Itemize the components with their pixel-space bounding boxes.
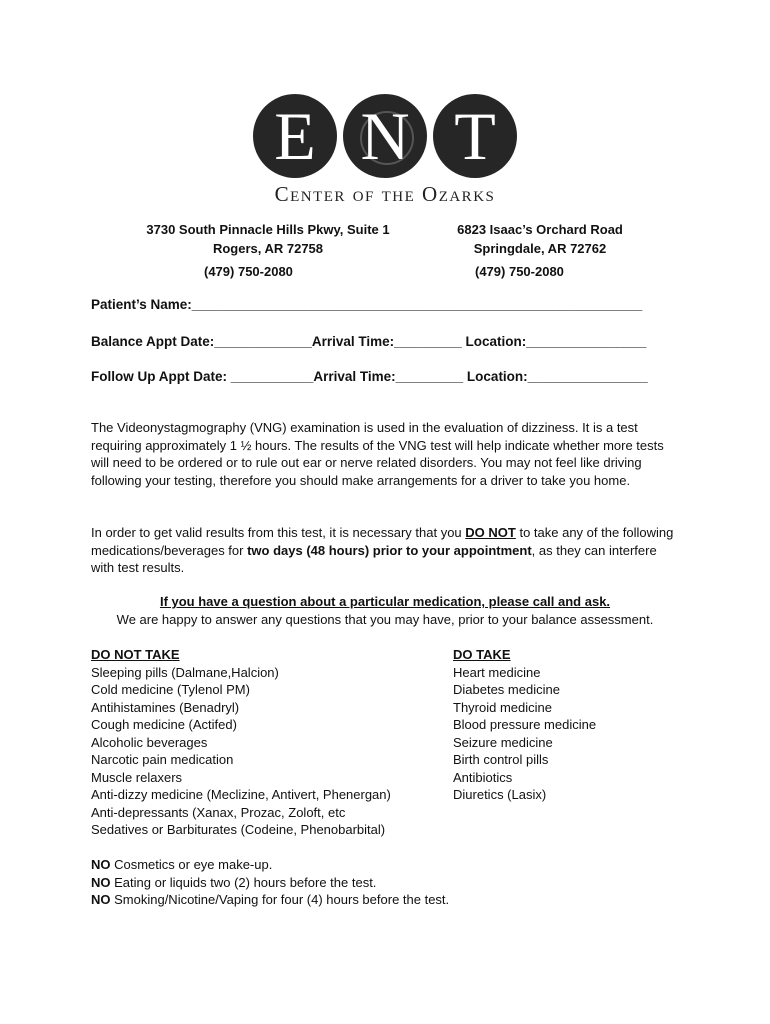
instructions-paragraph xyxy=(91,524,681,577)
list-item: Anti-dizzy medicine (Meclizine, Antivert, Phenergan) xyxy=(91,787,391,802)
logo-letter-n: N xyxy=(343,94,427,178)
springdale-street: 6823 Isaac’s Orchard Road xyxy=(457,222,623,237)
do-not-take-list xyxy=(91,646,431,839)
list-item: Alcoholic beverages xyxy=(91,734,208,750)
practice-name: Center of the Ozarks xyxy=(274,182,496,206)
rogers-address xyxy=(130,220,406,258)
restriction-text: Eating or liquids two (2) hours before the test. xyxy=(110,874,377,890)
list-item: Blood pressure medicine xyxy=(453,717,597,732)
rogers-city: Rogers, AR 72758 xyxy=(212,241,324,256)
no-prefix: NO xyxy=(91,857,111,872)
list-item: Antibiotics xyxy=(453,769,513,785)
list-item: Cold medicine (Tylenol PM) xyxy=(91,682,250,697)
two-days-emphasis: two days (48 hours) prior to your appointment xyxy=(247,542,532,558)
rogers-street: 3730 South Pinnacle Hills Pkwy, Suite 1 xyxy=(146,222,390,237)
instructions-part3: , as they can interfere with test results. xyxy=(91,542,657,575)
question-subtext: We are happy to answer any questions that you may have, prior to your balance assessment. xyxy=(116,612,654,627)
restriction-text: Cosmetics or eye make-up. xyxy=(110,857,273,872)
do-not-emphasis: DO NOT xyxy=(465,525,516,540)
springdale-phone: (479) 750-2080 xyxy=(475,264,564,279)
list-item: Cough medicine (Actifed) xyxy=(91,717,237,732)
list-item: Diuretics (Lasix) xyxy=(453,787,547,802)
list-item: Antihistamines (Benadryl) xyxy=(91,699,240,715)
logo-letter-t: T xyxy=(433,94,517,178)
do-take-list xyxy=(453,646,673,804)
balance-appt-field[interactable]: Balance Appt Date:_____________Arrival Time:_________ Location:________________ xyxy=(91,334,647,349)
rogers-phone: (479) 750-2080 xyxy=(204,264,293,279)
list-item: Seizure medicine xyxy=(453,734,553,750)
logo-letter-e: E xyxy=(253,94,337,178)
patient-name-field[interactable]: Patient’s Name:____________________________________________________________ xyxy=(91,297,643,312)
list-item: Sedatives or Barbiturates (Codeine, Phenobarbital) xyxy=(91,822,386,837)
restriction-text: Smoking/Nicotine/Vaping for four (4) hours before the test. xyxy=(110,892,450,907)
no-prefix: NO xyxy=(91,892,111,907)
springdale-city: Springdale, AR 72762 xyxy=(473,241,607,256)
list-item: Diabetes medicine xyxy=(453,682,560,697)
instructions-part1: In order to get valid results from this test, it is necessary that you xyxy=(91,525,466,540)
do-not-take-heading: DO NOT TAKE xyxy=(91,647,180,662)
followup-appt-field[interactable]: Follow Up Appt Date: ___________Arrival Time:_________ Location:________________ xyxy=(91,369,648,384)
list-item xyxy=(91,856,449,874)
list-item: Thyroid medicine xyxy=(453,699,552,715)
intro-paragraph: The Videonystagmography (VNG) examination is used in the evaluation of dizziness. It is a test requiring approximately 1 ½ hours. The results of the VNG test will help indicate whether more tests will need to be ordered or to rule out ear or nerve related disorders. You may not feel like driving following your testing, therefore you should make arrangements for a driver to take you home. xyxy=(91,420,664,488)
restrictions-list xyxy=(91,856,449,909)
list-item: Muscle relaxers xyxy=(91,769,183,785)
springdale-address xyxy=(440,220,640,258)
list-item: Heart medicine xyxy=(453,664,541,680)
instructions-part2: to take any of the following medications/beverages for xyxy=(91,525,674,558)
list-item: Narcotic pain medication xyxy=(91,752,234,767)
list-item: Birth control pills xyxy=(453,752,549,767)
list-item: Anti-depressants (Xanax, Prozac, Zoloft, etc xyxy=(91,804,346,820)
list-item xyxy=(91,891,449,909)
do-take-heading: DO TAKE xyxy=(453,647,511,662)
ent-logo xyxy=(0,90,770,210)
no-prefix: NO xyxy=(91,874,111,890)
list-item: Sleeping pills (Dalmane,Halcion) xyxy=(91,664,279,680)
list-item xyxy=(91,874,449,892)
question-heading: If you have a question about a particular medication, please call and ask. xyxy=(159,594,611,609)
